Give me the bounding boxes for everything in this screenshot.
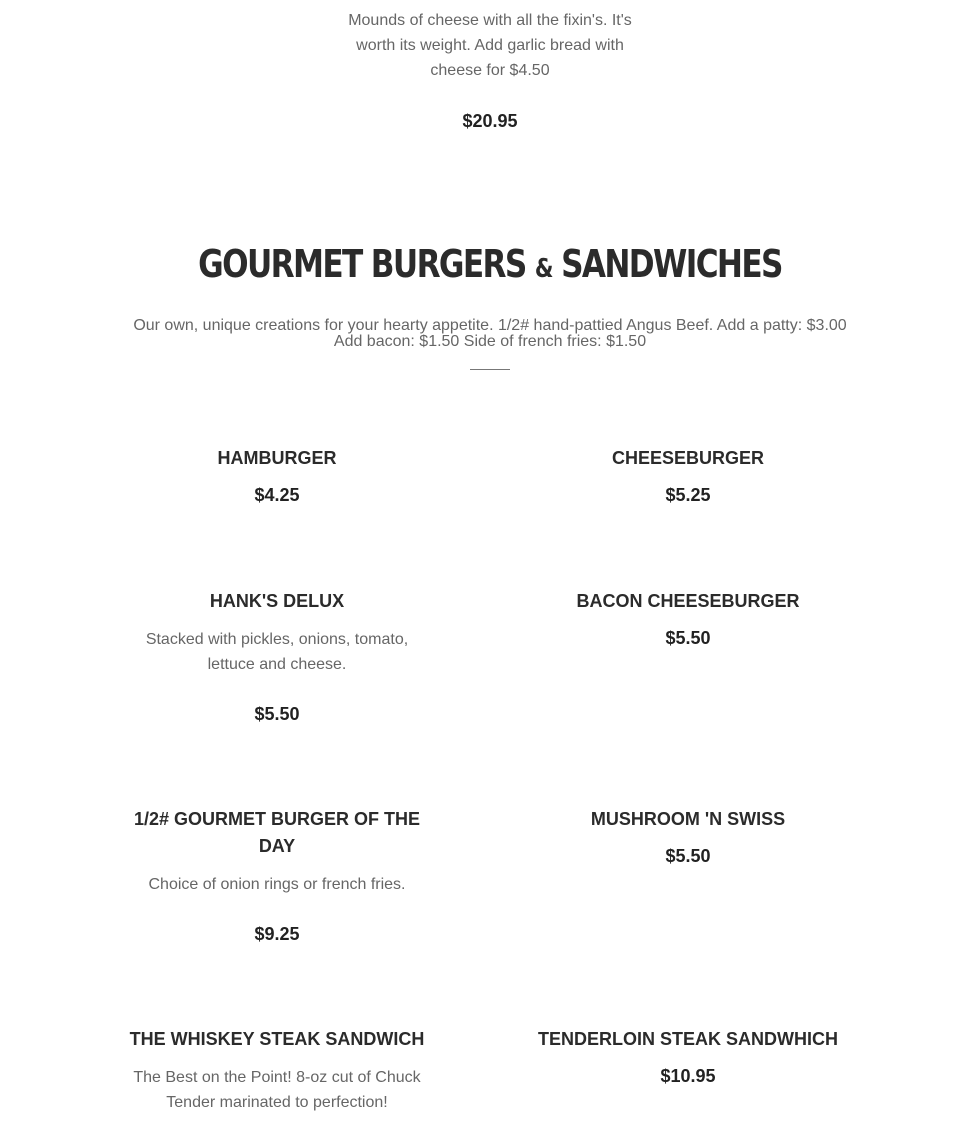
- item-name: THE WHISKEY STEAK SANDWICH: [129, 1029, 425, 1049]
- item-price: $10.95: [660, 1066, 716, 1086]
- menu-item-gourmet-burger-of-the-day: [127, 806, 427, 945]
- menu-item-mushroom-n-swiss: [538, 806, 838, 867]
- menu-item-bacon-cheeseburger: [538, 588, 838, 649]
- item-price: $4.25: [254, 485, 300, 505]
- item-name: CHEESEBURGER: [611, 448, 765, 468]
- item-description: Mounds of cheese with all the fixin's. It's worth its weight. Add garlic bread with cheese for $4.50: [348, 12, 632, 79]
- menu-item-tenderloin-steak-sandwich: [528, 1026, 848, 1087]
- item-price: $5.50: [665, 628, 711, 648]
- section-title-ampersand: &: [534, 254, 552, 284]
- menu-item-cheeseburger: [538, 445, 838, 506]
- menu-item-whiskey-steak-sandwich: [117, 1026, 437, 1141]
- section-intro: Our own, unique creations for your hearty appetite. 1/2# hand-pattied Angus Beef. Add a patty: $3.00 Add bacon: $1.50 Side of french fries: $1.50: [133, 317, 847, 350]
- item-description: The Best on the Point! 8-oz cut of Chuck Tender marinated to perfection!: [133, 1069, 421, 1111]
- item-price: $9.25: [254, 924, 300, 944]
- item-name: BACON CHEESEBURGER: [576, 591, 800, 611]
- item-name: TENDERLOIN STEAK SANDWHICH: [538, 1029, 838, 1049]
- menu-item-hamburger: [127, 445, 427, 506]
- section-divider: [470, 369, 510, 370]
- item-name: HAMBURGER: [217, 448, 337, 468]
- item-name: HANK'S DELUX: [209, 591, 345, 611]
- item-description: Choice of onion rings or french fries.: [148, 876, 406, 893]
- menu-item-hanks-delux: [127, 588, 427, 725]
- item-name: MUSHROOM 'N SWISS: [590, 809, 786, 829]
- item-description: Stacked with pickles, onions, tomato, lettuce and cheese.: [145, 631, 409, 673]
- section-title-part2: SANDWICHES: [561, 242, 782, 286]
- item-price: $5.50: [665, 846, 711, 866]
- item-price: $20.95: [462, 111, 518, 131]
- item-price: $5.25: [665, 485, 711, 505]
- item-price: $5.50: [254, 704, 300, 724]
- section-title-part1: GOURMET BURGERS: [198, 242, 526, 286]
- section-title: [88, 238, 892, 295]
- item-name: 1/2# GOURMET BURGER OF THE DAY: [133, 809, 421, 856]
- previous-menu-item: [340, 8, 640, 132]
